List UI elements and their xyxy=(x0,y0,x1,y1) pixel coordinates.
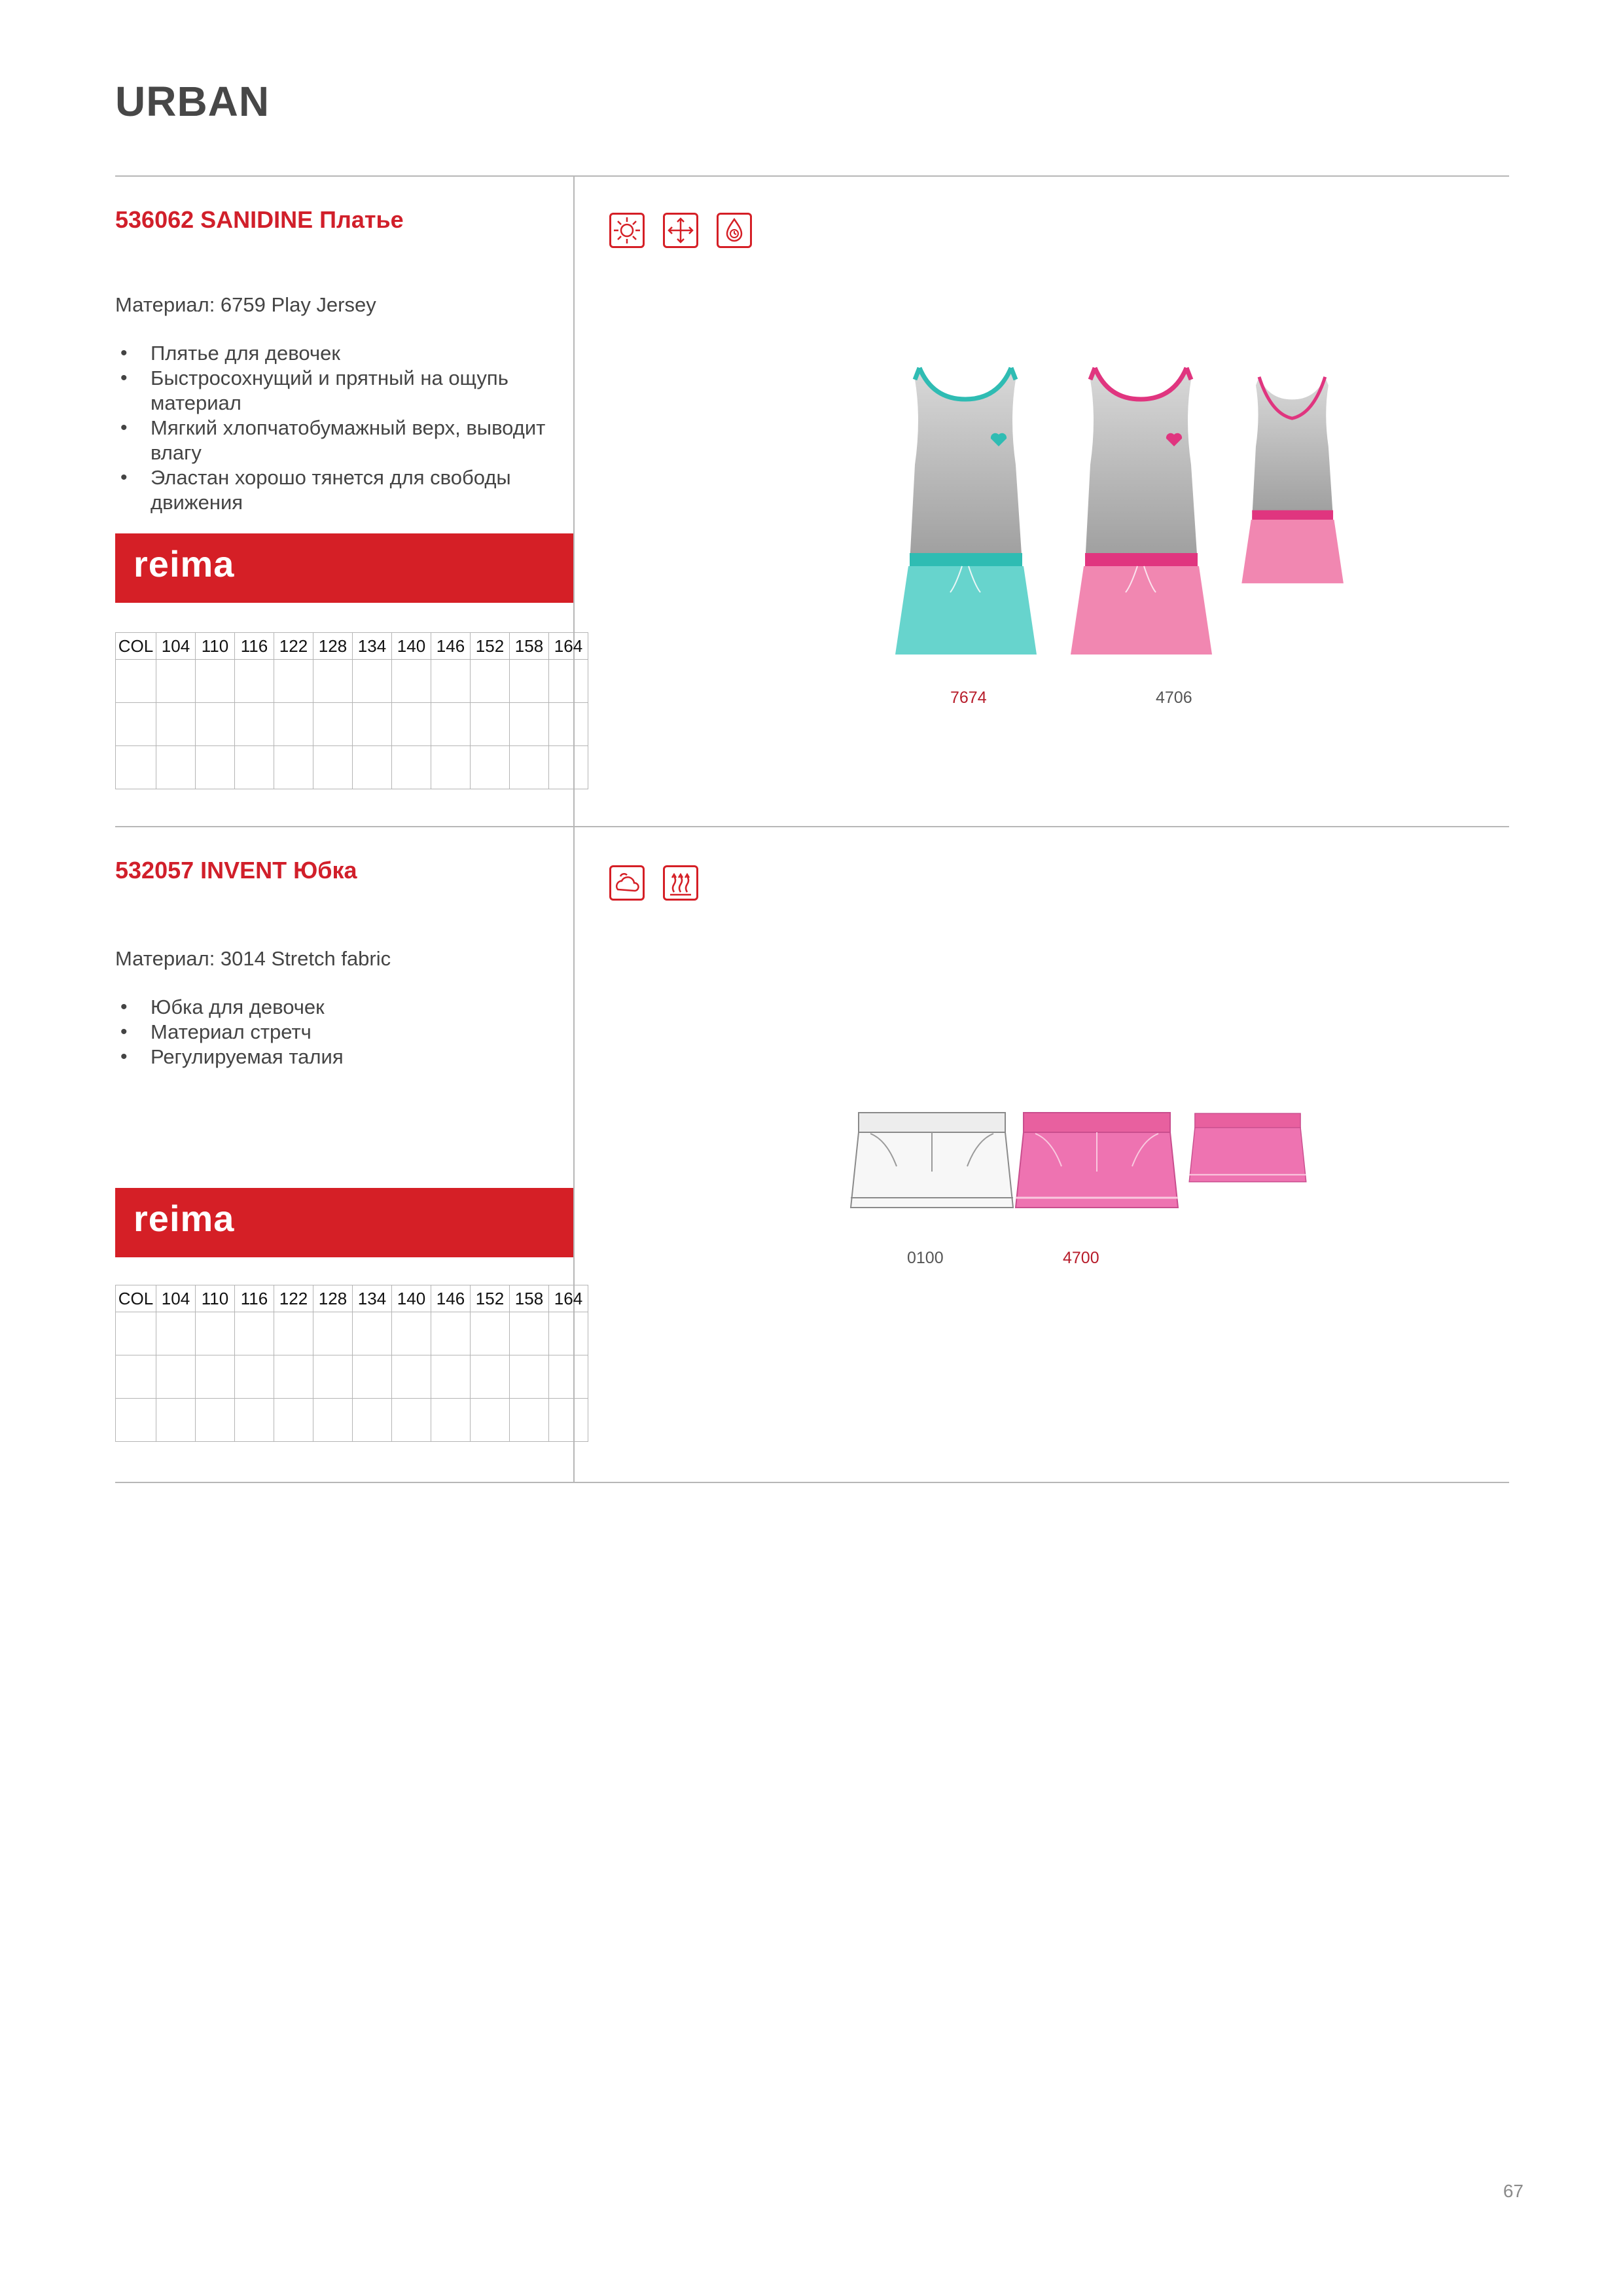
size-header: 122 xyxy=(274,1285,313,1312)
feature-item: • Эластан хорошо тянется для свободы движения xyxy=(115,465,560,515)
skirt-pink-back xyxy=(1189,1113,1306,1181)
order-cell[interactable] xyxy=(353,746,392,789)
feature-item: • Регулируемая талия xyxy=(115,1045,560,1069)
size-header: 164 xyxy=(549,633,588,660)
order-cell[interactable] xyxy=(235,1399,274,1442)
feature-list xyxy=(115,995,560,1069)
size-table xyxy=(115,632,588,789)
order-cell[interactable] xyxy=(196,1355,235,1399)
order-cell[interactable] xyxy=(116,703,156,746)
order-cell[interactable] xyxy=(510,1355,549,1399)
skirt-pink xyxy=(1016,1113,1178,1208)
order-cell[interactable] xyxy=(116,746,156,789)
order-cell[interactable] xyxy=(353,660,392,703)
brand-logo: reima xyxy=(134,1198,235,1239)
size-header: 158 xyxy=(510,633,549,660)
order-cell[interactable] xyxy=(116,660,156,703)
size-table-row xyxy=(116,1312,588,1355)
order-cell[interactable] xyxy=(156,1355,196,1399)
order-cell[interactable] xyxy=(196,1312,235,1355)
order-cell[interactable] xyxy=(510,1399,549,1442)
order-cell[interactable] xyxy=(313,660,353,703)
order-cell[interactable] xyxy=(392,660,431,703)
dress-front-pink xyxy=(1071,368,1212,655)
size-header: 140 xyxy=(392,633,431,660)
size-header: 158 xyxy=(510,1285,549,1312)
order-cell[interactable] xyxy=(353,1355,392,1399)
order-cell[interactable] xyxy=(274,1399,313,1442)
order-cell[interactable] xyxy=(274,1312,313,1355)
size-header: 146 xyxy=(431,633,471,660)
size-header: 164 xyxy=(549,1285,588,1312)
order-cell[interactable] xyxy=(196,660,235,703)
order-cell[interactable] xyxy=(510,746,549,789)
order-cell[interactable] xyxy=(196,746,235,789)
size-header: 134 xyxy=(353,1285,392,1312)
brand-logo: reima xyxy=(134,543,235,584)
uv-protection-icon xyxy=(609,213,645,248)
order-cell[interactable] xyxy=(510,1312,549,1355)
order-cell[interactable] xyxy=(235,1312,274,1355)
order-cell[interactable] xyxy=(549,1399,588,1442)
order-cell[interactable] xyxy=(431,746,471,789)
feature-item: • Мягкий хлопчатобумажный верх, выводит влагу xyxy=(115,416,560,465)
dress-front-turquoise xyxy=(895,368,1037,655)
order-cell[interactable] xyxy=(235,703,274,746)
size-header: 128 xyxy=(313,1285,353,1312)
color-code-0100: 0100 xyxy=(907,1249,944,1267)
size-header: 140 xyxy=(392,1285,431,1312)
size-header-col: COL xyxy=(116,633,156,660)
order-cell[interactable] xyxy=(196,1399,235,1442)
order-cell[interactable] xyxy=(274,1355,313,1399)
order-cell[interactable] xyxy=(431,703,471,746)
size-header: 104 xyxy=(156,633,196,660)
size-header: 116 xyxy=(235,1285,274,1312)
order-cell[interactable] xyxy=(549,660,588,703)
size-table-row xyxy=(116,1355,588,1399)
size-header: 122 xyxy=(274,633,313,660)
stretch-icon xyxy=(663,213,698,248)
skirt-illustrations xyxy=(844,1106,1315,1230)
order-cell[interactable] xyxy=(353,703,392,746)
page-title: URBAN xyxy=(115,78,270,125)
size-header: 110 xyxy=(196,633,235,660)
color-code-4700: 4700 xyxy=(1063,1249,1099,1267)
order-cell[interactable] xyxy=(313,703,353,746)
order-cell[interactable] xyxy=(353,1312,392,1355)
size-table-row xyxy=(116,1399,588,1442)
dress-back-pink xyxy=(1241,377,1344,583)
product-title: 536062 SANIDINE Платье xyxy=(115,206,404,233)
order-cell[interactable] xyxy=(471,1355,510,1399)
order-cell[interactable] xyxy=(392,1312,431,1355)
order-cell[interactable] xyxy=(274,746,313,789)
breathable-icon xyxy=(663,865,698,901)
order-cell[interactable] xyxy=(392,703,431,746)
color-code-7674: 7674 xyxy=(950,689,987,707)
feature-item: • Юбка для девочек xyxy=(115,995,560,1020)
order-cell[interactable] xyxy=(471,746,510,789)
order-cell[interactable] xyxy=(313,1399,353,1442)
color-code-4706: 4706 xyxy=(1156,689,1192,707)
divider-bottom xyxy=(115,1482,1509,1483)
order-cell[interactable] xyxy=(235,660,274,703)
order-cell[interactable] xyxy=(235,746,274,789)
order-cell[interactable] xyxy=(471,660,510,703)
page-number: 67 xyxy=(1503,2181,1524,2201)
size-header: 104 xyxy=(156,1285,196,1312)
quick-dry-icon xyxy=(717,213,752,248)
size-header-col: COL xyxy=(116,1285,156,1312)
divider-middle xyxy=(115,826,1509,827)
order-cell[interactable] xyxy=(431,1399,471,1442)
dress-illustrations xyxy=(870,353,1407,668)
order-cell[interactable] xyxy=(431,1312,471,1355)
order-cell[interactable] xyxy=(156,660,196,703)
order-cell[interactable] xyxy=(392,746,431,789)
order-cell[interactable] xyxy=(116,1399,156,1442)
size-header: 116 xyxy=(235,633,274,660)
divider-top xyxy=(115,175,1509,177)
order-cell[interactable] xyxy=(156,1399,196,1442)
skirt-white xyxy=(851,1113,1013,1208)
feature-item: • Плятье для девочек xyxy=(115,341,560,366)
product-material: Материал: 3014 Stretch fabric xyxy=(115,947,391,970)
product-material: Материал: 6759 Play Jersey xyxy=(115,293,376,316)
brand-banner xyxy=(115,533,573,603)
order-cell[interactable] xyxy=(274,660,313,703)
order-cell[interactable] xyxy=(471,1399,510,1442)
order-cell[interactable] xyxy=(313,1355,353,1399)
order-cell[interactable] xyxy=(431,660,471,703)
size-header: 128 xyxy=(313,633,353,660)
order-cell[interactable] xyxy=(392,1399,431,1442)
size-table-row xyxy=(116,703,588,746)
order-cell[interactable] xyxy=(549,703,588,746)
order-cell[interactable] xyxy=(471,703,510,746)
order-cell[interactable] xyxy=(353,1399,392,1442)
sun-cloud-icon xyxy=(609,865,645,901)
order-cell[interactable] xyxy=(156,1312,196,1355)
order-cell[interactable] xyxy=(431,1355,471,1399)
order-cell[interactable] xyxy=(549,746,588,789)
product-title: 532057 INVENT Юбка xyxy=(115,857,357,884)
order-cell[interactable] xyxy=(510,703,549,746)
size-table xyxy=(115,1285,588,1442)
size-header: 152 xyxy=(471,633,510,660)
order-cell[interactable] xyxy=(196,703,235,746)
order-cell[interactable] xyxy=(392,1355,431,1399)
order-cell[interactable] xyxy=(156,746,196,789)
size-table-row xyxy=(116,660,588,703)
size-header: 134 xyxy=(353,633,392,660)
order-cell[interactable] xyxy=(235,1355,274,1399)
size-header: 152 xyxy=(471,1285,510,1312)
size-header: 146 xyxy=(431,1285,471,1312)
feature-list xyxy=(115,341,560,515)
size-header: 110 xyxy=(196,1285,235,1312)
size-table-row xyxy=(116,746,588,789)
order-cell[interactable] xyxy=(116,1355,156,1399)
order-cell[interactable] xyxy=(549,1355,588,1399)
order-cell[interactable] xyxy=(313,746,353,789)
order-cell[interactable] xyxy=(313,1312,353,1355)
order-cell[interactable] xyxy=(510,660,549,703)
order-cell[interactable] xyxy=(471,1312,510,1355)
feature-item: • Быстросохнущий и прятный на ощупь материал xyxy=(115,366,560,416)
order-cell[interactable] xyxy=(116,1312,156,1355)
order-cell[interactable] xyxy=(156,703,196,746)
order-cell[interactable] xyxy=(549,1312,588,1355)
order-cell[interactable] xyxy=(274,703,313,746)
feature-item: • Материал стретч xyxy=(115,1020,560,1045)
brand-banner xyxy=(115,1188,573,1257)
